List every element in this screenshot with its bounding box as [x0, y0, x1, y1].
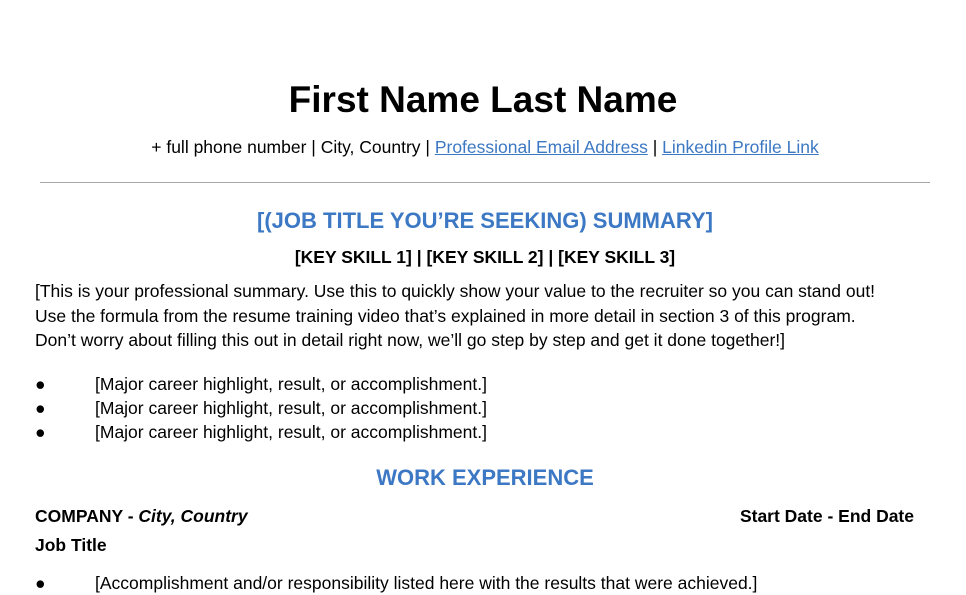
job-header: [35, 504, 914, 528]
company-line: [35, 504, 248, 528]
list-item: [35, 571, 935, 595]
list-item: [35, 420, 935, 444]
bullet-icon: ●: [35, 398, 46, 418]
summary-line: Don’t worry about filling this out in detail right now, we’ll go step by step and get it done together!]: [35, 330, 786, 350]
summary-line: [This is your professional summary. Use this to quickly show your value to the recruiter so you can stand out!: [35, 281, 876, 301]
highlight-text: [Major career highlight, result, or accomplishment.]: [95, 422, 487, 442]
summary-heading: [(JOB TITLE YOU’RE SEEKING) SUMMARY]: [257, 208, 713, 233]
accomplishment-text: [Accomplishment and/or responsibility listed here with the results that were achieved.]: [95, 573, 758, 593]
work-experience-heading: WORK EXPERIENCE: [376, 465, 594, 490]
header-divider: [40, 182, 930, 183]
contact-details: + full phone number | City, Country |: [151, 137, 435, 157]
contact-line: [0, 136, 966, 158]
highlight-text: [Major career highlight, result, or accomplishment.]: [95, 374, 487, 394]
list-item: [35, 372, 935, 396]
bullet-icon: ●: [35, 422, 46, 442]
bullet-icon: ●: [35, 374, 46, 394]
list-item: [35, 396, 935, 420]
summary-line: Use the formula from the resume training video that’s explained in more detail in section 3 of this program.: [35, 305, 856, 326]
highlight-text: [Major career highlight, result, or accomplishment.]: [95, 398, 487, 418]
highlights-list: [35, 372, 935, 444]
contact-separator: |: [647, 137, 663, 157]
employment-dates: Start Date - End Date: [739, 506, 914, 526]
linkedin-link[interactable]: Linkedin Profile Link: [662, 137, 819, 157]
bullet-icon: ●: [35, 573, 46, 593]
summary-paragraph: [35, 279, 935, 353]
email-link[interactable]: Professional Email Address: [434, 137, 648, 157]
candidate-name: First Name Last Name: [288, 79, 678, 120]
accomplishments-list: [35, 571, 935, 595]
key-skills: [KEY SKILL 1] | [KEY SKILL 2] | [KEY SKILL 3]: [294, 247, 676, 267]
job-title: Job Title: [35, 535, 107, 555]
company-name: COMPANY -: [35, 506, 139, 526]
company-location: City, Country: [138, 506, 248, 526]
